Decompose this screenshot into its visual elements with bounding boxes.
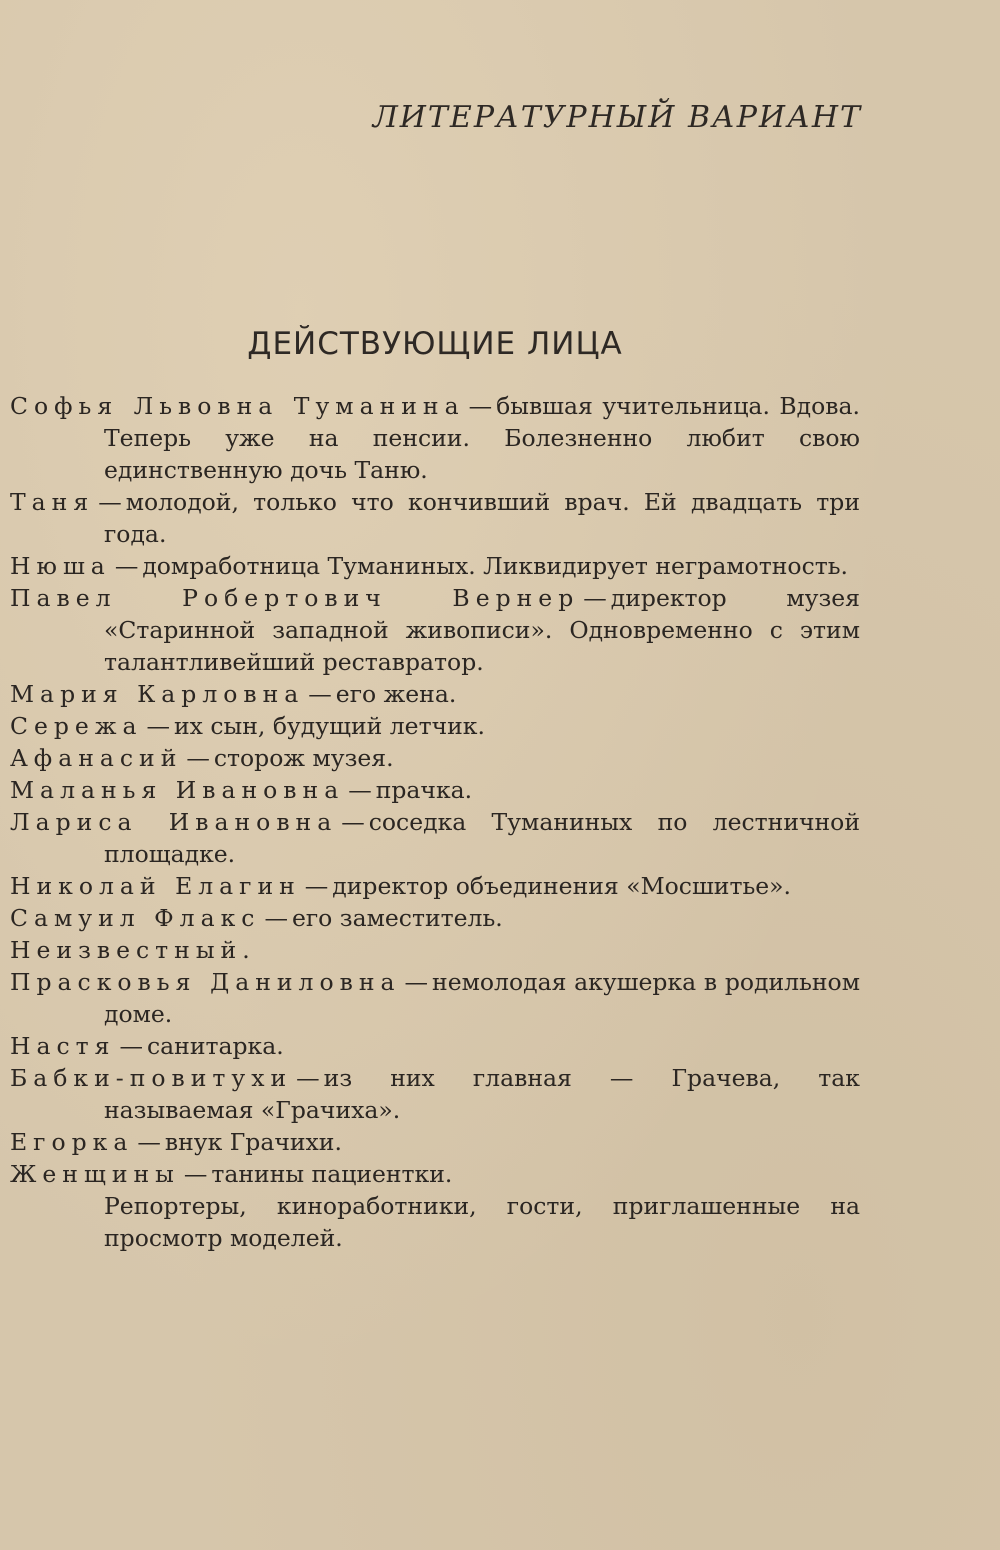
character-description: внук Грачихи. [164, 1128, 342, 1156]
character-description: домработница Туманиных. Ликвидирует неграмотность. [142, 552, 848, 580]
character-name: Николай Елагин [10, 872, 301, 900]
dash: — [114, 552, 139, 580]
cast-entry [10, 550, 860, 582]
character-name: Мария Карловна [10, 680, 305, 708]
character-name: Самуил Флакс [10, 904, 261, 932]
dash: — [137, 1128, 161, 1156]
dash: — [296, 1064, 320, 1092]
character-name: Сережа [10, 712, 143, 740]
cast-entry [10, 966, 860, 1030]
cast-entry [10, 742, 860, 774]
cast-entry [10, 390, 860, 486]
character-name: Павел Робертович Вернер [10, 584, 580, 612]
cast-entry [10, 1126, 860, 1158]
character-name: Егорка [10, 1128, 134, 1156]
character-description: директор объединения «Мосшитье». [332, 872, 792, 900]
character-name: Прасковья Даниловна [10, 968, 401, 996]
dash: — [583, 584, 607, 612]
character-name: Настя [10, 1032, 116, 1060]
character-description: бывшая учительница. Вдова. Теперь уже на пенсии. Болезненно любит свою единственную дочь Таню. [104, 392, 860, 484]
character-description: из них главная — Грачева, так называемая «Грачиха». [104, 1064, 860, 1124]
character-description: немолодая акушерка в родильном доме. [104, 968, 860, 1028]
character-name: Лариса Ивановна [10, 808, 338, 836]
character-name: Бабки-повитухи [10, 1064, 293, 1092]
cast-entry [10, 870, 860, 902]
cast-entry [10, 1062, 860, 1126]
cast-entry [10, 902, 860, 934]
dash: — [98, 488, 122, 516]
cast-entry [10, 1030, 860, 1062]
cast-entry [10, 806, 860, 870]
character-name: Женщины [10, 1160, 180, 1188]
character-description: сторож музея. [213, 744, 394, 772]
cast-entry [10, 774, 860, 806]
cast-entry [10, 1158, 860, 1190]
character-description: его жена. [335, 680, 457, 708]
character-name: Таня [10, 488, 95, 516]
cast-entry [10, 582, 860, 678]
dash: — [119, 1032, 143, 1060]
cast-entry [10, 678, 860, 710]
cast-entry [10, 710, 860, 742]
dash: — [348, 776, 372, 804]
extras-note: Репортеры, киноработники, гости, приглашенные на просмотр моделей. [104, 1192, 860, 1252]
character-name: Софья Львовна Туманина [10, 392, 465, 420]
dash: — [186, 744, 210, 772]
dash: — [468, 392, 493, 420]
character-description: танины пациентки. [211, 1160, 453, 1188]
section-title: ДЕЙСТВУЮЩИЕ ЛИЦА [247, 326, 623, 362]
dash: — [304, 872, 329, 900]
character-description: их сын, будущий летчик. [173, 712, 485, 740]
character-description: соседка Туманиных по лестничной площадке. [104, 808, 860, 868]
character-name: Маланья Ивановна [10, 776, 345, 804]
character-description: директор музея «Старинной западной живописи». Одновременно с этим талантливейший реставратор. [104, 584, 860, 676]
running-head: ЛИТЕРАТУРНЫЙ ВАРИАНТ [372, 100, 862, 135]
dash: — [183, 1160, 208, 1188]
character-name: Нюша [10, 552, 111, 580]
cast-list [10, 390, 860, 1254]
character-description: прачка. [375, 776, 473, 804]
character-name: Неизвестный. [10, 936, 256, 964]
dash: — [264, 904, 288, 932]
dash: — [341, 808, 365, 836]
character-description: молодой, только что кончивший врач. Ей двадцать три года. [104, 488, 860, 548]
cast-entry [10, 486, 860, 550]
dash: — [404, 968, 429, 996]
character-description: санитарка. [147, 1032, 284, 1060]
dash: — [146, 712, 170, 740]
character-description: его заместитель. [291, 904, 503, 932]
character-name: Афанасий [10, 744, 183, 772]
dash: — [308, 680, 332, 708]
cast-entry [10, 934, 860, 966]
